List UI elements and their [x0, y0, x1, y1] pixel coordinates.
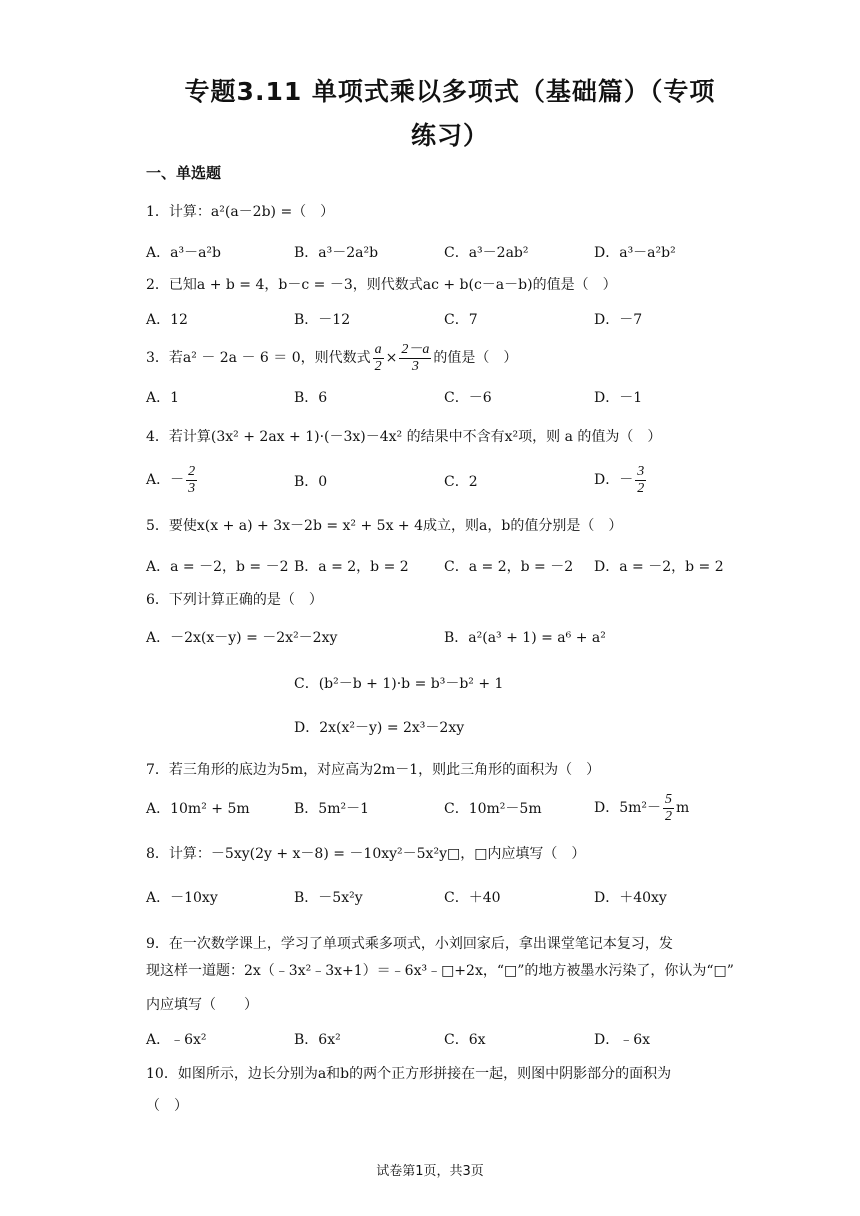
question-7-option-a: A．10m² + 5m	[146, 801, 250, 817]
question-8-option-b: B．－5x²y	[294, 890, 363, 906]
question-5-option-c: C．a = 2，b = －2	[444, 559, 574, 575]
question-5-stem: 5．要使x(x + a) + 3x－2b = x² + 5x + 4成立，则a，b的值分别是（ ）	[146, 518, 623, 534]
question-3-option-b: B．6	[294, 390, 328, 406]
question-3-option-d: D．－1	[594, 390, 643, 406]
question-1-option-b: B．a³－2a²b	[294, 245, 379, 261]
question-5-option-a: A．a = －2，b = －2	[146, 559, 289, 575]
question-9-stem-line-1: 9．在一次数学课上，学习了单项式乘多项式，小刘回家后，拿出课堂笔记本复习，发	[146, 936, 673, 952]
question-7-option-c: C．10m²－5m	[444, 801, 542, 817]
question-7-stem: 7．若三角形的底边为5m，对应高为2m－1，则此三角形的面积为（ ）	[146, 762, 601, 778]
question-9-option-a: A．﹣6x²	[146, 1032, 207, 1048]
question-2-stem: 2．已知a + b = 4，b－c = －3，则代数式ac + b(c－a－b)的值是（ ）	[146, 277, 617, 293]
question-2-option-a: A．12	[146, 312, 188, 328]
fraction-5-over-2: $\frac{5}{2}$	[665, 791, 673, 824]
question-9-stem-line-3: 内应填写（ ）	[146, 997, 258, 1013]
question-1-stem: 1．计算：a²(a－2b) =（ ）	[146, 204, 335, 220]
fraction-2-over-3: $\frac{2}{3}$	[188, 463, 196, 496]
question-1-option-c: C．a³－2ab²	[444, 245, 529, 261]
question-1-option-a: A．a³－a²b	[146, 245, 221, 261]
fraction-a-over-2: $\frac{a}{2}$	[374, 341, 382, 374]
question-5-option-d: D．a = －2，b = 2	[594, 559, 724, 575]
question-9-option-d: D．﹣6x	[594, 1032, 651, 1048]
question-4-option-d: D．－ $\frac{3}{2}$	[594, 463, 645, 496]
question-4-option-b: B．0	[294, 474, 328, 490]
question-2-option-c: C．7	[444, 312, 478, 328]
question-3-stem-suffix: 的值是（ ）	[433, 350, 518, 366]
question-8-stem: 8．计算：－5xy(2y + x－8) = －10xy²－5x²y□，□内应填写（ ）	[146, 846, 586, 862]
section-heading: 一、单选题	[146, 164, 222, 182]
question-6-option-d: D．2x(x²－y) = 2x³－2xy	[294, 720, 465, 736]
page-footer: 试卷第1页，共3页	[376, 1164, 484, 1179]
question-6-option-a: A．－2x(x－y) = －2x²－2xy	[146, 630, 338, 646]
page-title-continued: 练习）	[410, 121, 489, 150]
page-title: 专题3.11 单项式乘以多项式（基础篇）（专项	[184, 77, 716, 106]
question-10-stem-line-1: 10．如图所示，边长分别为a和b的两个正方形拼接在一起，则图中阴影部分的面积为	[146, 1066, 672, 1082]
question-6-option-c: C．(b²－b + 1)·b = b³－b² + 1	[294, 676, 504, 692]
question-9-option-b: B．6x²	[294, 1032, 341, 1048]
question-9-option-c: C．6x	[444, 1032, 486, 1048]
fraction-2-minus-a-over-3: $\frac{2-a}{3}$	[401, 341, 430, 374]
question-8-option-d: D．＋40xy	[594, 890, 667, 906]
fraction-3-over-2: $\frac{3}{2}$	[637, 463, 645, 496]
question-3-option-a: A．1	[146, 390, 180, 406]
question-5-option-b: B．a = 2，b = 2	[294, 559, 409, 575]
question-9-stem-line-2: 现这样一道题：2x（﹣3x²﹣3x+1）＝﹣6x³﹣□+2x，“□”的地方被墨水污染了，你认为“□”	[146, 963, 734, 979]
question-8-option-c: C．＋40	[444, 890, 501, 906]
question-7-option-b: B．5m²－1	[294, 801, 369, 817]
question-4-option-a: A．－ $\frac{2}{3}$	[146, 463, 196, 496]
question-3-stem-prefix: 3．若a² － 2a － 6 ＝ 0，则代数式	[146, 350, 371, 366]
question-4-option-c: C．2	[444, 474, 478, 490]
question-10-stem-line-2: （ ）	[146, 1098, 188, 1114]
question-3-stem	[146, 340, 517, 376]
question-6-stem: 6．下列计算正确的是（ ）	[146, 592, 323, 608]
question-2-option-d: D．－7	[594, 312, 643, 328]
question-3-option-c: C．－6	[444, 390, 492, 406]
question-4-stem: 4．若计算(3x² + 2ax + 1)·(－3x)－4x² 的结果中不含有x²项，则 a 的值为（ ）	[146, 429, 662, 445]
times-sign: ×	[385, 350, 398, 366]
question-6-option-b: B．a²(a³ + 1) = a⁶ + a²	[444, 630, 606, 646]
question-1-option-d: D．a³－a²b²	[594, 245, 676, 261]
question-7-option-d: D．5m²－ $\frac{5}{2}$ m	[594, 791, 690, 824]
question-2-option-b: B．－12	[294, 312, 351, 328]
question-8-option-a: A．－10xy	[146, 890, 218, 906]
